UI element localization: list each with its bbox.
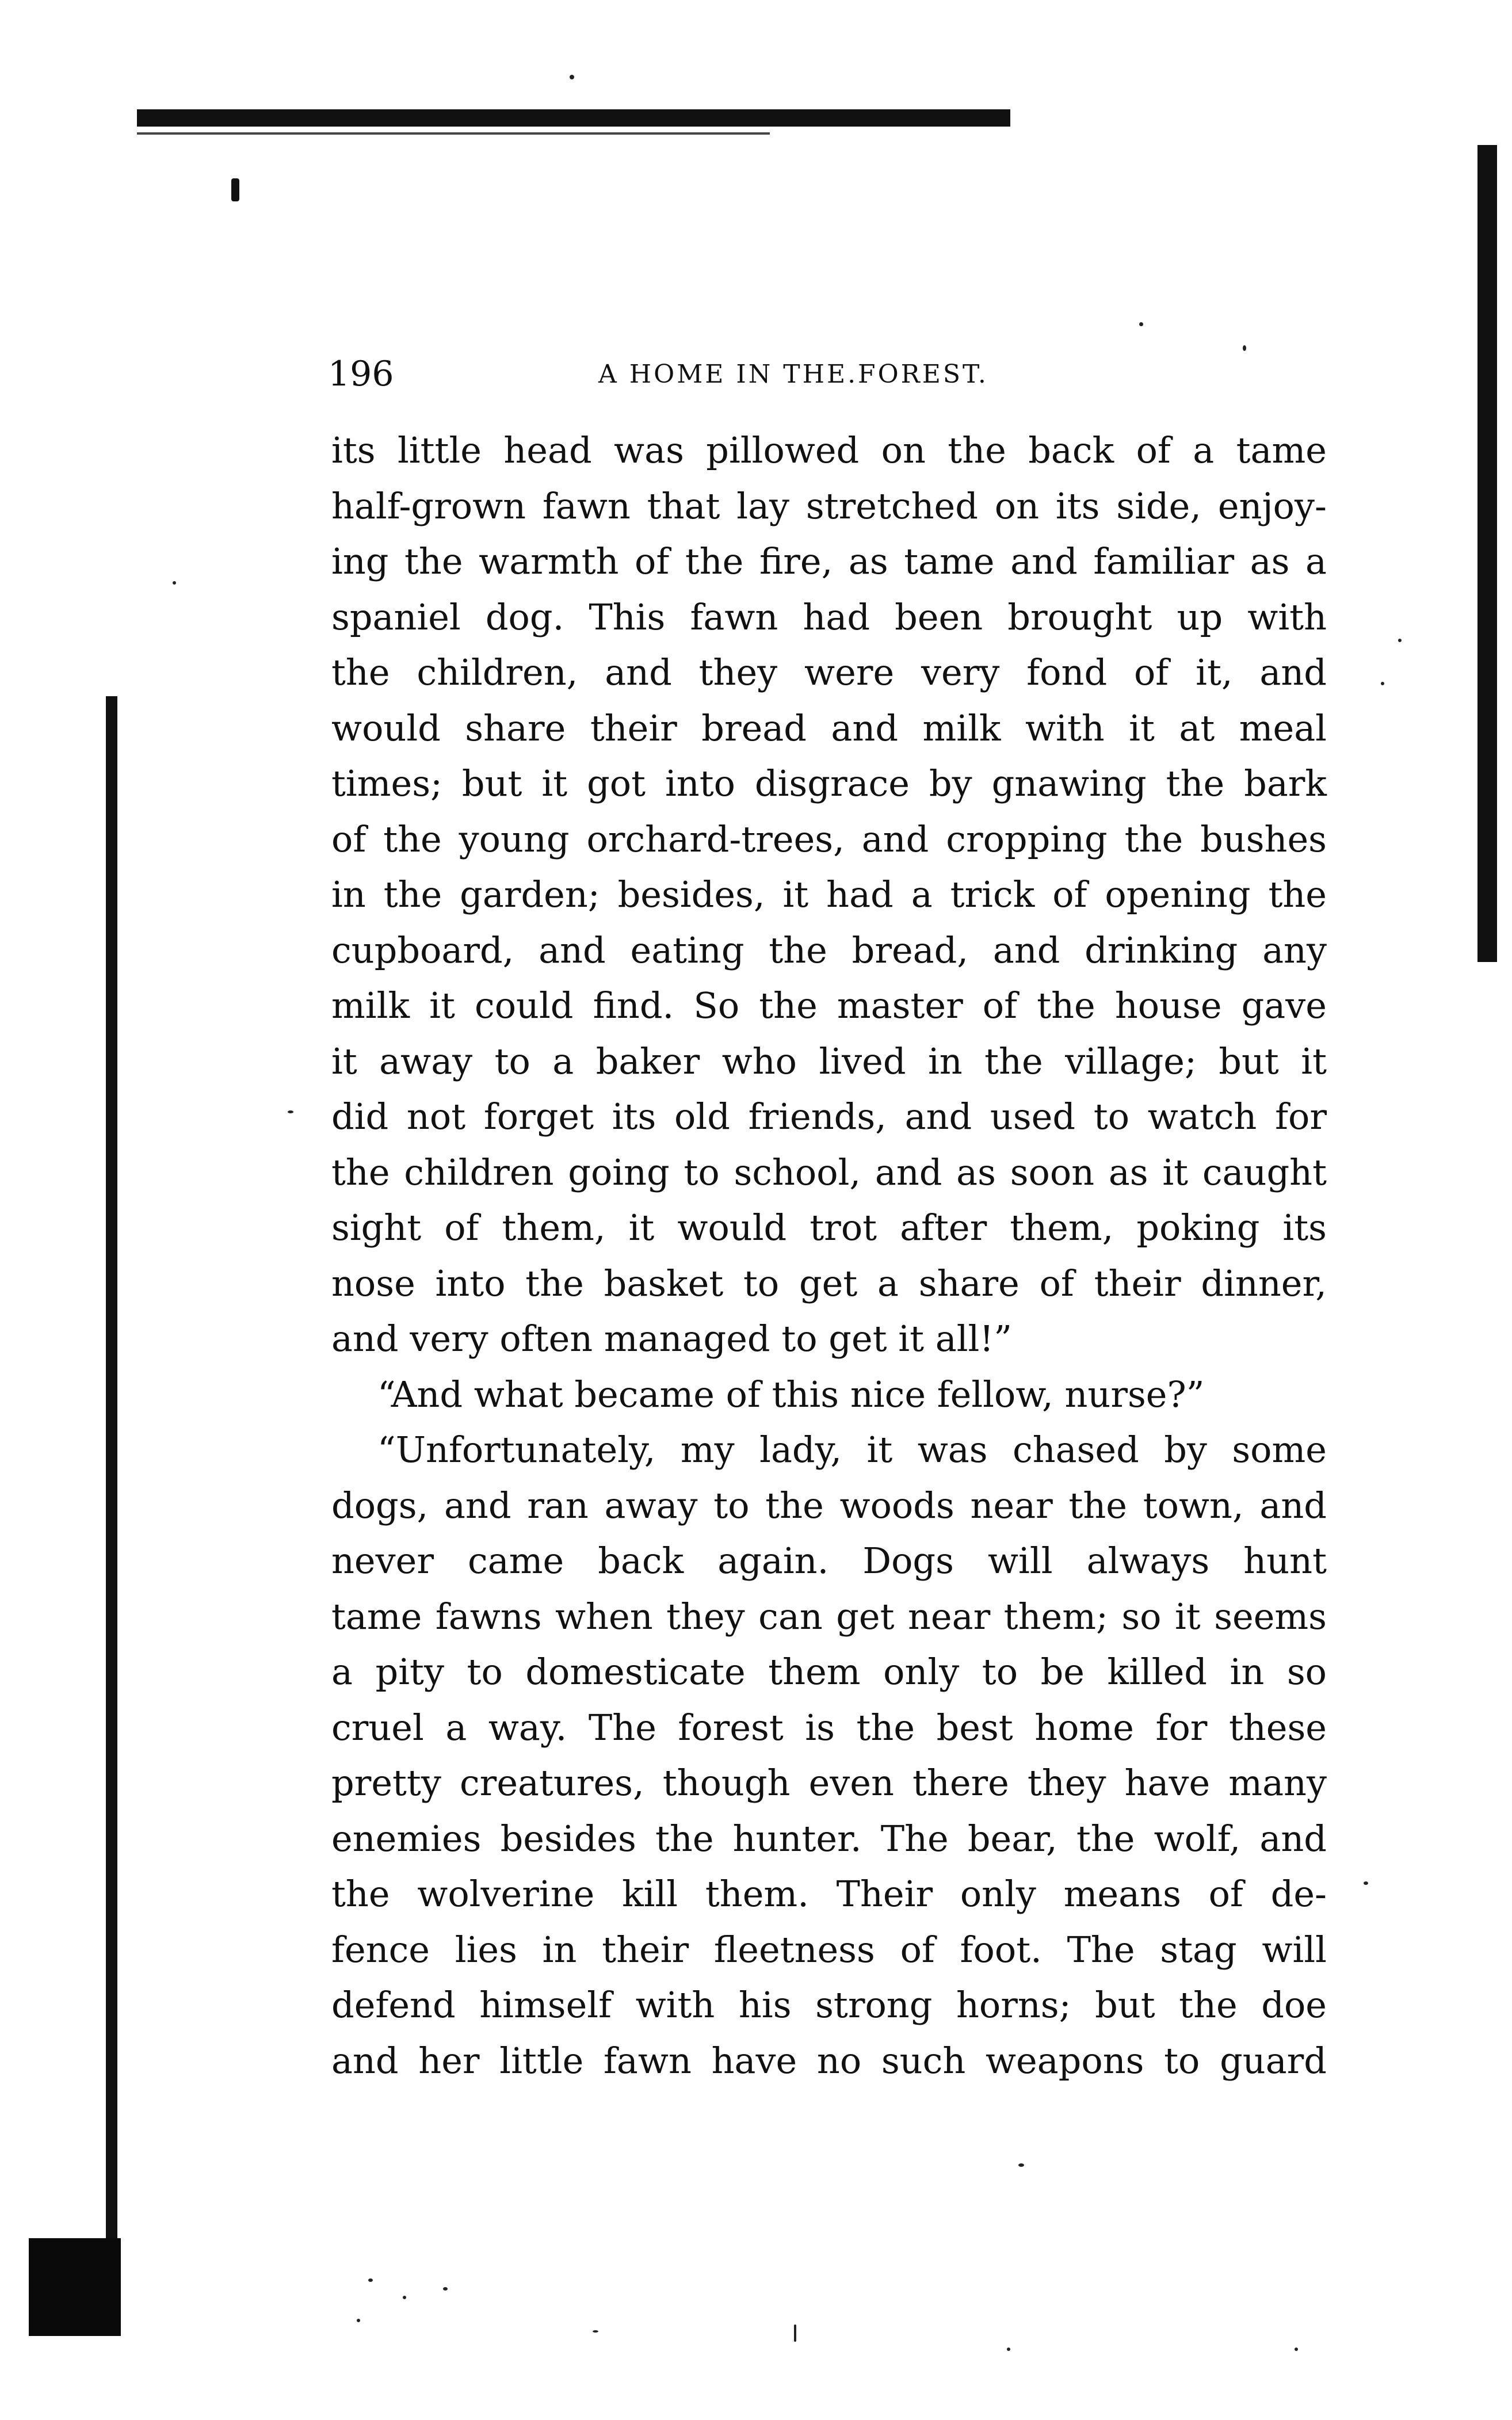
scan-speck xyxy=(1018,2163,1024,2167)
text-line: dogs, and ran away to the woods near the town, and xyxy=(331,1484,1327,1526)
scan-rule-top xyxy=(137,132,770,135)
scan-border-top xyxy=(137,109,1010,127)
scan-border-right xyxy=(1477,145,1497,962)
running-head xyxy=(328,354,1329,394)
text-line: milk it could find. So the master of the house gave xyxy=(331,984,1327,1026)
scan-speck xyxy=(368,2278,373,2282)
text-line: pretty creatures, though even there they have many xyxy=(331,1762,1327,1804)
scan-speck xyxy=(1381,682,1384,685)
text-line: tame fawns when they can get near them; so it seems xyxy=(331,1595,1327,1637)
text-line: in the garden; besides, it had a trick of opening the xyxy=(331,873,1327,915)
text-line: nose into the basket to get a share of their dinner, xyxy=(331,1262,1327,1304)
scan-border-left xyxy=(106,696,117,2273)
scan-speck xyxy=(570,75,574,79)
text-line: enemies besides the hunter. The bear, the wolf, and xyxy=(331,1817,1327,1860)
text-line: its little head was pillowed on the back of a tame xyxy=(331,429,1327,471)
text-line: the children going to school, and as soon as it caught xyxy=(331,1151,1327,1193)
text-line: “And what became of this nice fellow, nurse?” xyxy=(377,1373,1205,1415)
scan-speck xyxy=(1295,2348,1298,2351)
text-line: fence lies in their fleetness of foot. The stag will xyxy=(331,1928,1327,1971)
text-line: did not forget its old friends, and used to watch for xyxy=(331,1096,1327,1138)
scan-speck xyxy=(1243,345,1246,351)
text-line: of the young orchard-trees, and cropping the bushes xyxy=(331,818,1327,860)
text-line: a pity to domesticate them only to be killed in so xyxy=(331,1651,1327,1693)
scan-mark xyxy=(231,178,239,201)
text-line: and her little fawn have no such weapons to guard xyxy=(331,2039,1327,2082)
text-line: defend himself with his strong horns; but the doe xyxy=(331,1984,1327,2026)
scan-speck xyxy=(1398,639,1402,642)
text-line: never came back again. Dogs will always hunt xyxy=(331,1540,1327,1582)
scan-speck xyxy=(443,2287,448,2291)
scan-speck xyxy=(173,581,176,585)
running-title: A HOME IN THE.FOREST. xyxy=(598,360,988,389)
text-line: “Unfortunately, my lady, it was chased by some xyxy=(377,1429,1327,1471)
scan-speck xyxy=(794,2324,796,2342)
text-line: the children, and they were very fond of it, and xyxy=(331,651,1327,693)
text-line: cruel a way. The forest is the best home for these xyxy=(331,1706,1327,1749)
text-line: spaniel dog. This fawn had been brought up with xyxy=(331,596,1327,638)
text-line: ing the warmth of the fire, as tame and familiar as a xyxy=(331,540,1327,582)
scan-speck xyxy=(593,2330,598,2333)
body-text xyxy=(331,423,1327,2089)
text-line: would share their bread and milk with it at meal xyxy=(331,707,1327,749)
scan-speck xyxy=(1364,1881,1368,1885)
text-line: the wolverine kill them. Their only means of de- xyxy=(331,1873,1327,1915)
text-line: and very often managed to get it all!” xyxy=(331,1318,1012,1360)
text-line: cupboard, and eating the bread, and drinking any xyxy=(331,929,1327,971)
text-line: half-grown fawn that lay stretched on its side, enjoy- xyxy=(331,484,1327,527)
scan-speck xyxy=(403,2296,406,2299)
text-line: times; but it got into disgrace by gnawing the bark xyxy=(331,762,1327,804)
scan-shadow-bottom-left xyxy=(29,2238,121,2336)
text-line: sight of them, it would trot after them, poking its xyxy=(331,1207,1327,1249)
scan-speck xyxy=(1007,2348,1010,2351)
text-line: it away to a baker who lived in the village; but it xyxy=(331,1040,1327,1082)
page-number: 196 xyxy=(328,354,394,394)
scan-speck xyxy=(288,1110,293,1113)
scan-speck xyxy=(357,2319,360,2322)
scan-speck xyxy=(1139,322,1143,326)
